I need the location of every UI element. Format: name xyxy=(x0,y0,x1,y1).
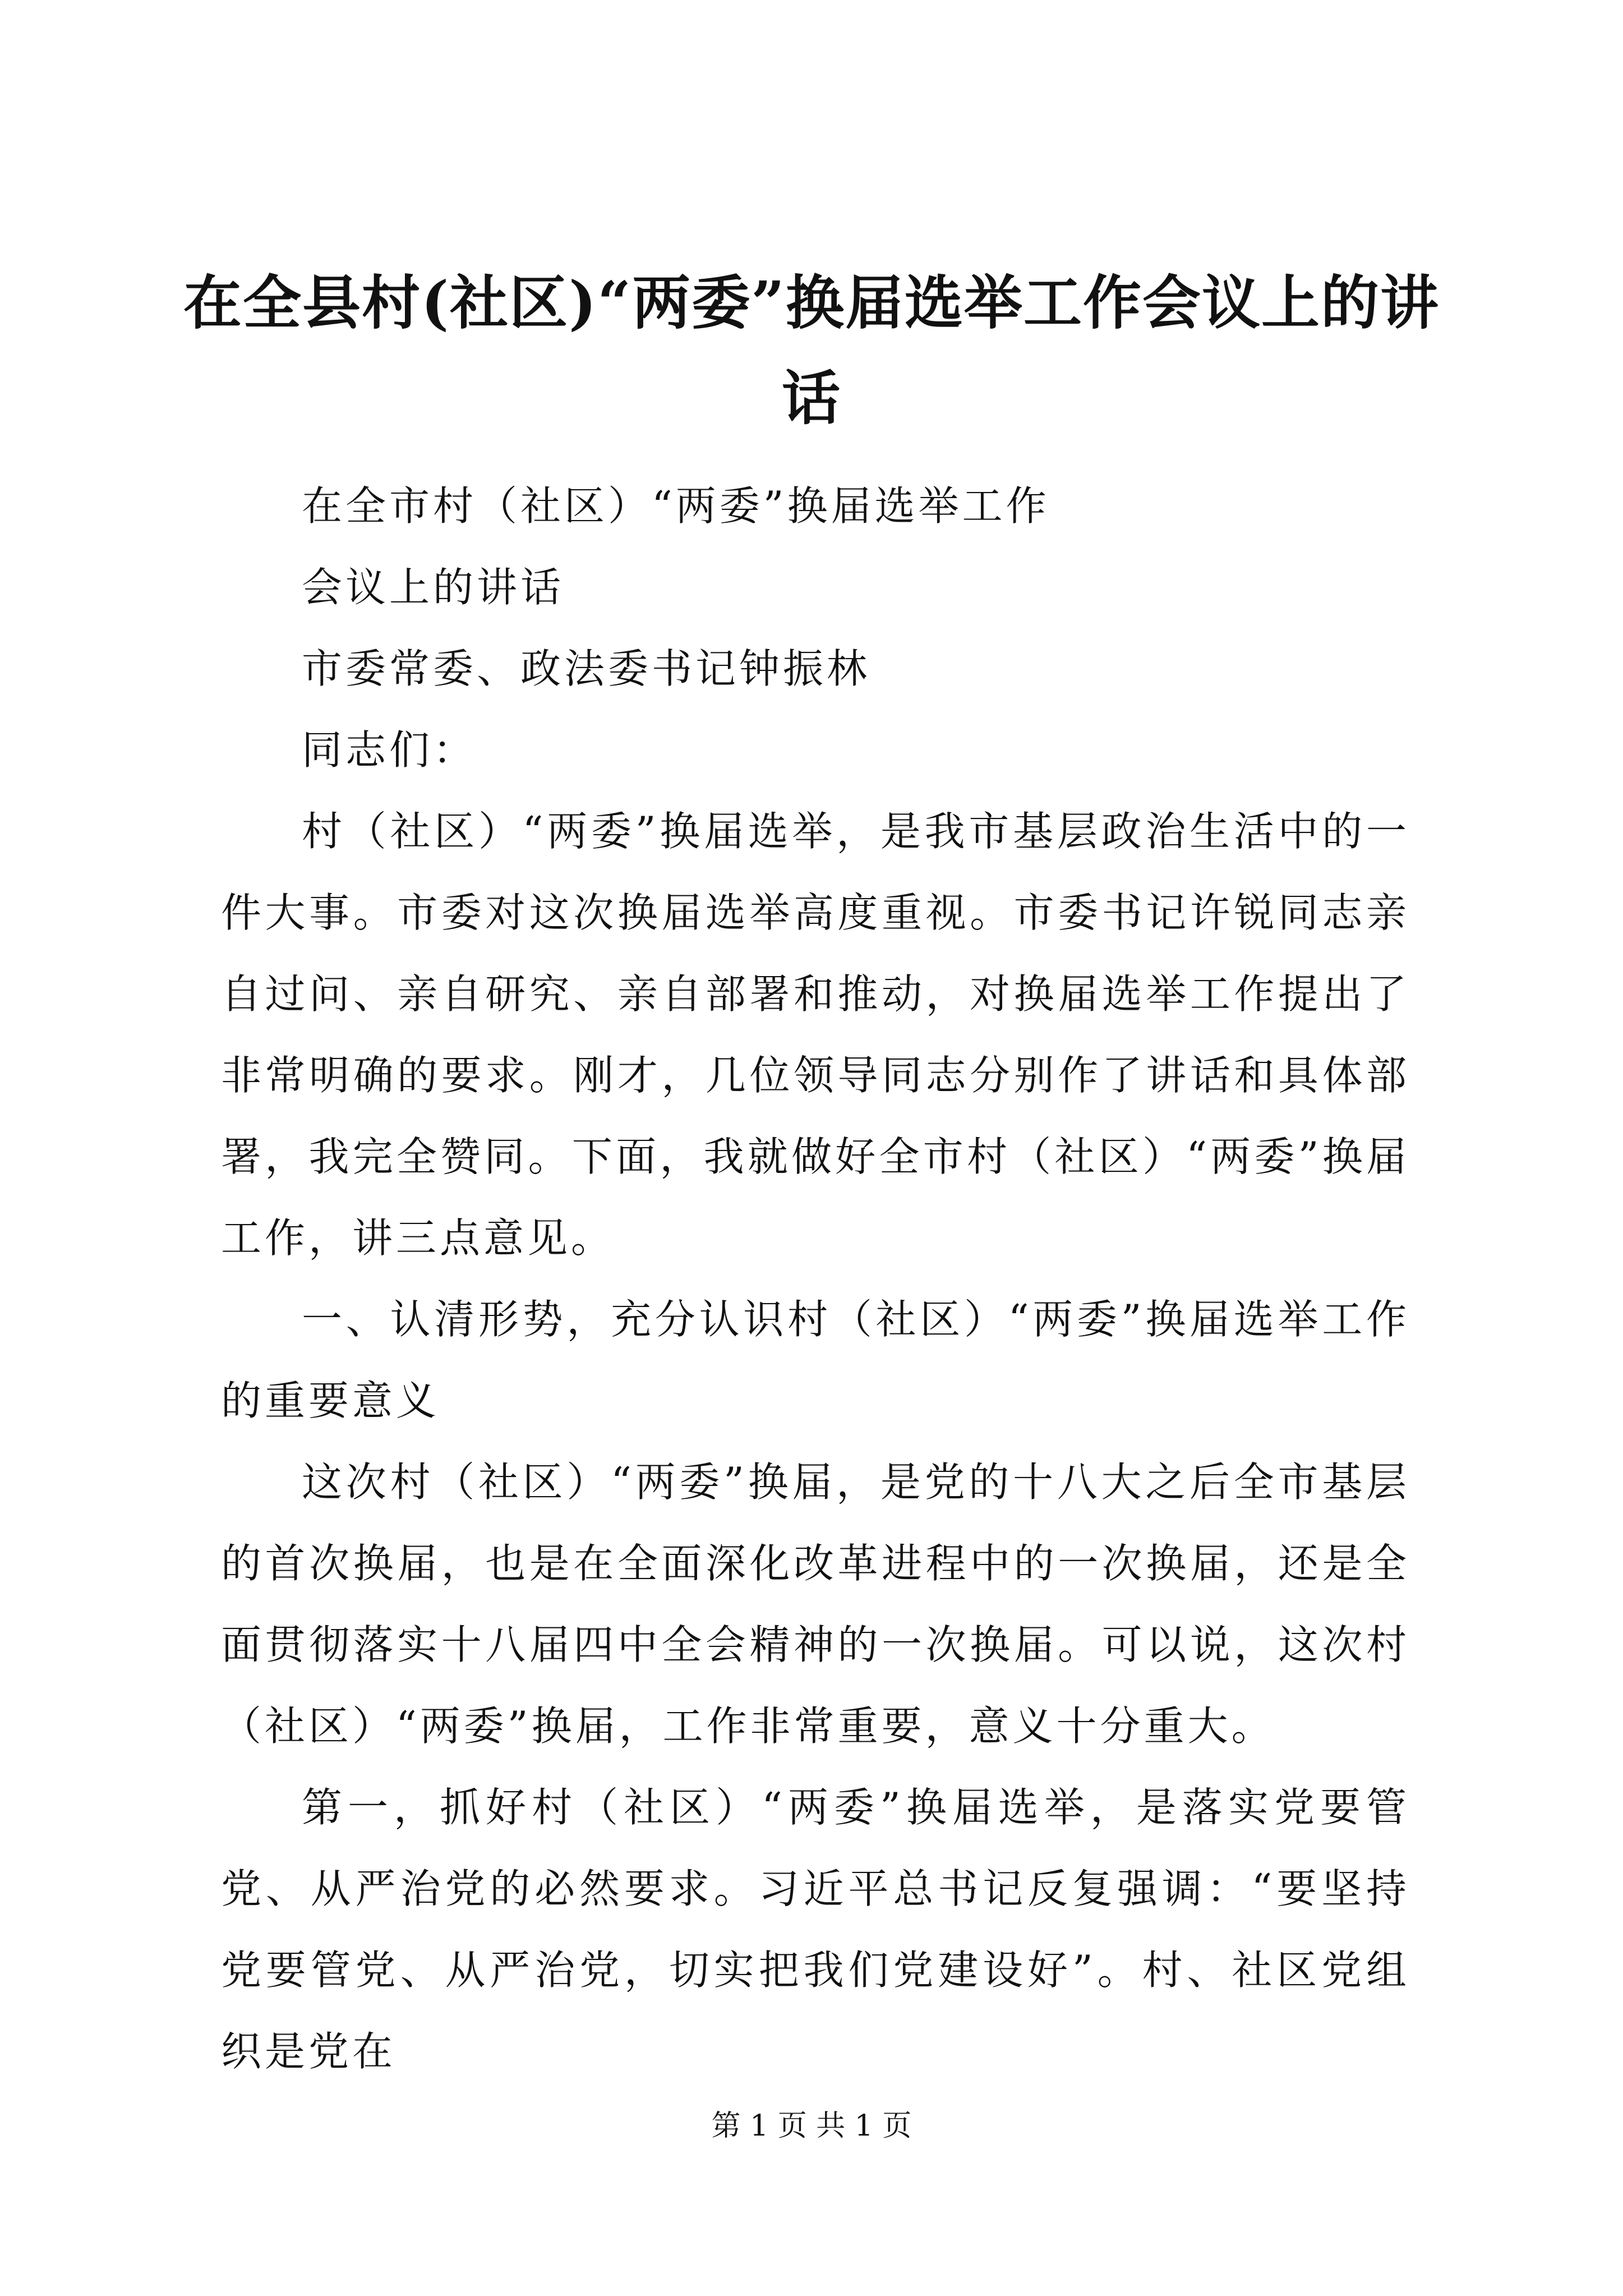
page-number-label: 第 1 页 共 1 页 xyxy=(711,2109,912,2143)
subtitle-line-1: 在全市村（社区）“两委”换届选举工作 xyxy=(302,482,1050,530)
subtitle-line-2: 会议上的讲话 xyxy=(302,564,565,611)
body-paragraph: 第一，抓好村（社区）“两委”换届选举，是落实党要管党、从严治党的必然要求。习近平总书记反复强调：“要坚持党要管党、从严治党，切实把我们党建设好”。村、社区党组织是党在 xyxy=(221,1784,1410,2075)
body-paragraph: 这次村（社区）“两委”换届，是党的十八大之后全市基层的首次换届，也是在全面深化改革进程中的一次换届，还是全面贯彻落实十八届四中全会精神的一次换届。可以说，这次村（社区）“两委”换届，工作非常重要，意义十分重大。 xyxy=(221,1458,1410,1750)
salutation: 同志们： xyxy=(302,726,477,774)
page-footer xyxy=(0,2106,1623,2146)
section-heading: 一、认清形势，充分认识村（社区）“两委”换届选举工作的重要意义 xyxy=(221,1296,1410,1424)
document-body xyxy=(221,466,1410,2092)
document-title: 在全县村(社区)“两委”换届选举工作会议上的讲话 xyxy=(183,268,1440,432)
body-paragraph: 村（社区）“两委”换届选举，是我市基层政治生活中的一件大事。市委对这次换届选举高度重视。市委书记许锐同志亲自过问、亲自研究、亲自部署和推动，对换届选举工作提出了非常明确的要求。刚才，几位领导同志分别作了讲话和具体部署，我完全赞同。下面，我就做好全市村（社区）“两委”换届工作，讲三点意见。 xyxy=(221,808,1410,1262)
speaker-line: 市委常委、政法委书记钟振林 xyxy=(302,645,871,692)
